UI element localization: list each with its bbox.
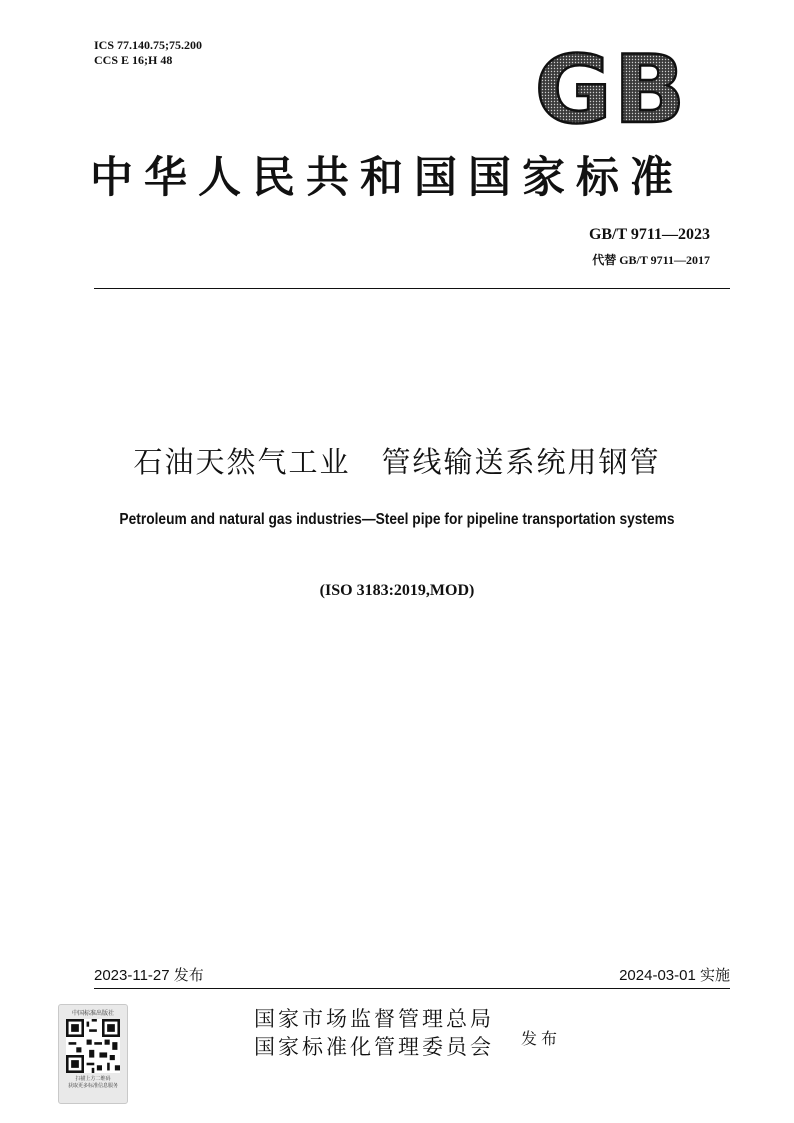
iso-equivalence: (ISO 3183:2019,MOD): [319, 582, 475, 599]
publish-label: 发布: [521, 1029, 562, 1048]
publishing-authorities: [254, 1005, 494, 1061]
gb-logo-text: GB: [534, 46, 688, 130]
sticker-caption-line1: 扫描上方二维码: [75, 1076, 111, 1082]
ics-code: ICS 77.140.75;75.200: [94, 38, 203, 52]
header-divider: [94, 288, 730, 289]
replaces-code: 代替 GB/T 9711—2017: [592, 253, 710, 267]
authority-samr: 国家市场监督管理总局: [254, 1007, 494, 1031]
sticker-caption-line2: 获取更多标准信息服务: [67, 1083, 118, 1089]
ccs-code: CCS E 16;H 48: [94, 53, 173, 67]
gb-logo: [526, 46, 696, 130]
footer-divider: [94, 988, 730, 989]
classification-block: [94, 38, 202, 68]
sticker-caption: [61, 1076, 125, 1090]
standard-code: GB/T 9711—2023: [588, 226, 710, 243]
issue-date: 2023-11-27 发布: [94, 967, 204, 984]
sticker-publisher: 中国标准出版社: [71, 1010, 114, 1017]
qr-code[interactable]: [66, 1019, 120, 1073]
implementation-date: 2024-03-01 实施: [619, 967, 730, 984]
document-title-zh: 石油天然气工业 管线输送系统用钢管: [133, 445, 661, 479]
document-title-en: Petroleum and natural gas industries—Steel pipe for pipeline transportation systems: [119, 511, 675, 528]
authority-sac: 国家标准化管理委员会: [254, 1035, 494, 1059]
anti-counterfeit-sticker: [58, 1004, 128, 1104]
national-standard-title: 中华人民共和国国家标准: [90, 153, 684, 203]
